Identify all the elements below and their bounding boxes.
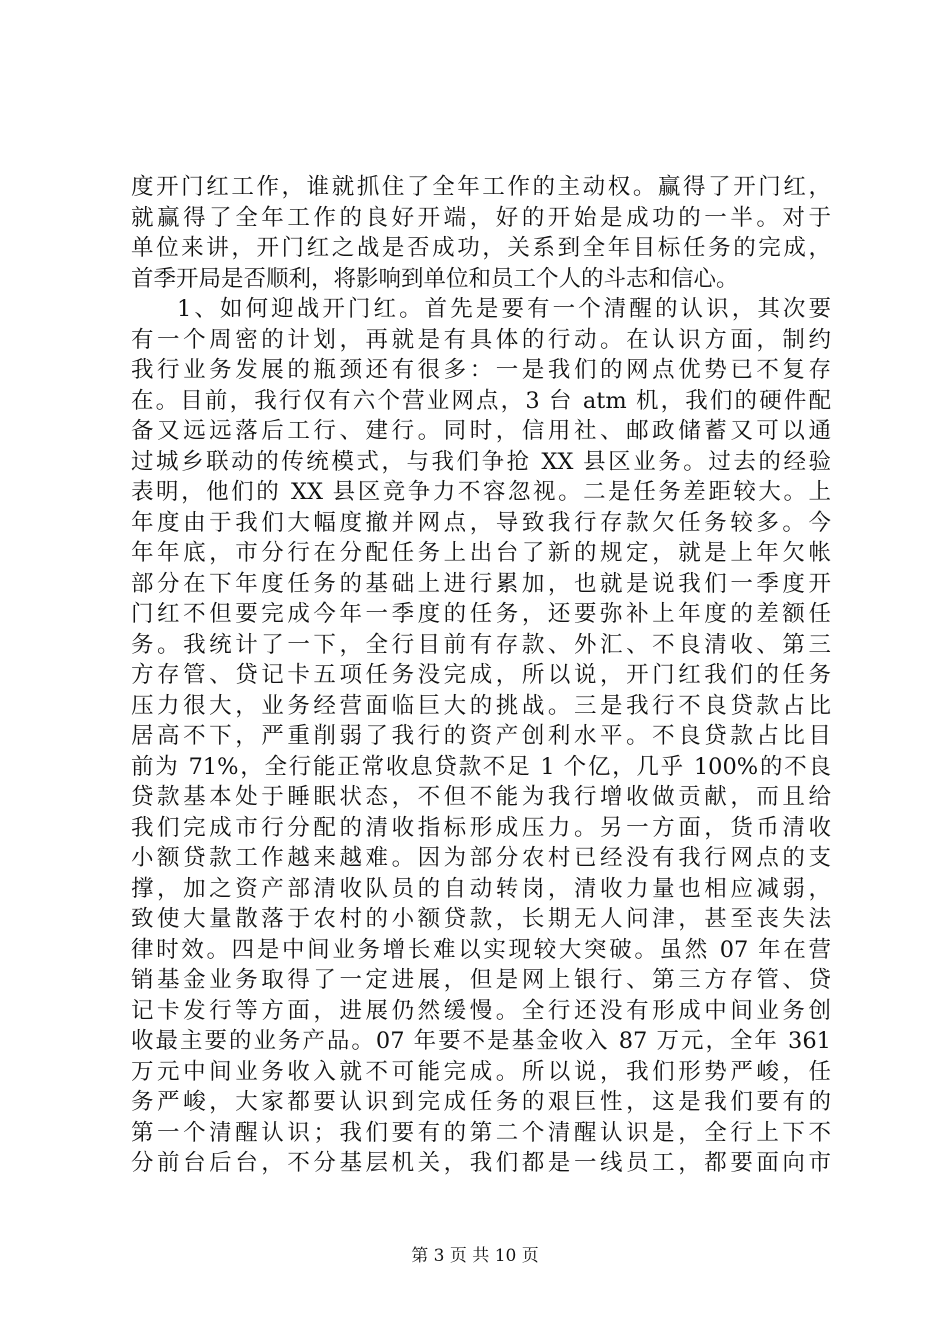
- page-number-footer: 第 3 页 共 10 页: [411, 1246, 539, 1266]
- text-line: 前为 71%，全行能正常收息贷款不足 1 个亿，几乎 100%的不良: [131, 753, 831, 780]
- text-line: 居高不下，严重削弱了我行的资产创利水平。不良贷款占比目: [131, 723, 831, 749]
- text-line: 分前台后台，不分基层机关，我们都是一线员工，都要面向市: [131, 1150, 831, 1176]
- text-line: 在。目前，我行仅有六个营业网点，3 台 atm 机，我们的硬件配: [131, 387, 831, 414]
- document-body: [131, 172, 831, 1179]
- text-line: 备又远远落后工行、建行。同时，信用社、邮政储蓄又可以通: [131, 418, 831, 444]
- text-line: 销基金业务取得了一定进展，但是网上银行、第三方存管、贷: [131, 967, 831, 993]
- text-line: 万元中间业务收入就不可能完成。所以说，我们形势严峻，任: [131, 1058, 831, 1085]
- text-line: 方存管、贷记卡五项任务没完成，所以说，开门红我们的任务: [131, 662, 831, 688]
- text-line: 我们完成市行分配的清收指标形成压力。另一方面，货币清收: [131, 814, 831, 841]
- text-line: 小额贷款工作越来越难。因为部分农村已经没有我行网点的支: [131, 845, 831, 871]
- text-line: 第一个清醒认识；我们要有的第二个清醒认识是，全行上下不: [131, 1119, 831, 1146]
- text-line: 年度由于我们大幅度撤并网点，导致我行存款欠任务较多。今: [131, 509, 831, 536]
- text-line: 部分在下年度任务的基础上进行累加，也就是说我们一季度开: [131, 570, 831, 597]
- text-line: 表明，他们的 XX 县区竞争力不容忽视。二是任务差距较大。上: [131, 479, 831, 505]
- text-line: 门红不但要完成今年一季度的任务，还要弥补上年度的差额任: [131, 601, 831, 627]
- text-line: 有一个周密的计划，再就是有具体的行动。在认识方面，制约: [131, 326, 831, 353]
- text-line: 贷款基本处于睡眠状态，不但不能为我行增收做贡献，而且给: [131, 784, 831, 810]
- text-line: 过城乡联动的传统模式，与我们争抢 XX 县区业务。过去的经验: [131, 448, 831, 475]
- text-line: 务。我统计了一下，全行目前有存款、外汇、不良清收、第三: [131, 631, 831, 658]
- text-line: 1、如何迎战开门红。首先是要有一个清醒的认识，其次要: [177, 296, 831, 322]
- text-line: 度开门红工作，谁就抓住了全年工作的主动权。赢得了开门红，: [131, 174, 831, 200]
- text-line: 就赢得了全年工作的良好开端，好的开始是成功的一半。对于: [131, 204, 831, 231]
- text-line: 首季开局是否顺利，将影响到单位和员工个人的斗志和信心。: [131, 265, 739, 292]
- text-line: 单位来讲，开门红之战是否成功，关系到全年目标任务的完成，: [131, 235, 831, 261]
- text-line: 撑，加之资产部清收队员的自动转岗，清收力量也相应减弱，: [131, 875, 831, 902]
- text-line: 致使大量散落于农村的小额贷款，长期无人问津，甚至丧失法: [131, 906, 831, 932]
- text-line: 压力很大，业务经营面临巨大的挑战。三是我行不良贷款占比: [131, 692, 831, 719]
- text-line: 务严峻，大家都要认识到完成任务的艰巨性，这是我们要有的: [131, 1089, 831, 1115]
- text-line: 记卡发行等方面，进展仍然缓慢。全行还没有形成中间业务创: [131, 997, 831, 1024]
- text-line: 年年底，市分行在分配任务上出台了新的规定，就是上年欠帐: [131, 540, 831, 566]
- text-line: 律时效。四是中间业务增长难以实现较大突破。虽然 07 年在营: [131, 936, 831, 963]
- text-line: 我行业务发展的瓶颈还有很多：一是我们的网点优势已不复存: [131, 357, 831, 383]
- text-line: 收最主要的业务产品。07 年要不是基金收入 87 万元，全年 361: [131, 1028, 831, 1054]
